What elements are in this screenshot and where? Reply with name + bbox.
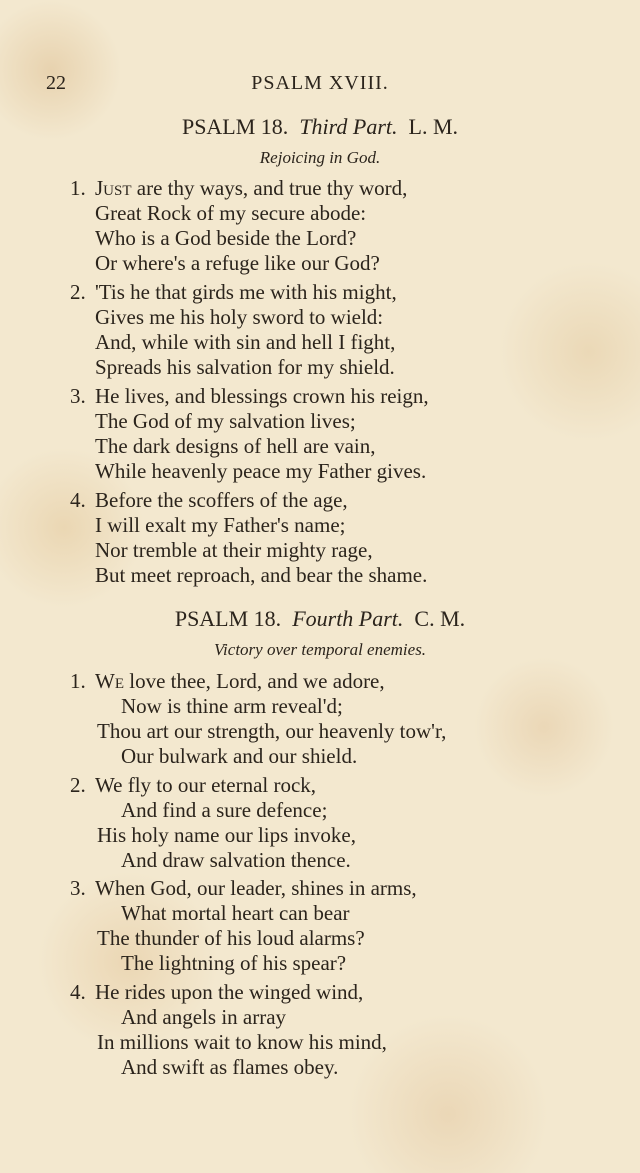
verse-line: I will exalt my Father's name; bbox=[95, 513, 346, 537]
verse-line: We fly to our eternal rock, bbox=[95, 773, 317, 797]
verse-line: His holy name our lips invoke, bbox=[97, 823, 356, 847]
verse-line-text: love thee, Lord, and we adore, bbox=[123, 669, 385, 693]
verse-line: What mortal heart can bear bbox=[121, 901, 350, 925]
verse-number: 2. bbox=[70, 280, 86, 304]
verse-line: The God of my salvation lives; bbox=[95, 409, 356, 433]
verse-line: But meet reproach, and bear the shame. bbox=[95, 563, 428, 587]
verse-line bbox=[95, 669, 385, 694]
verse-first-word: Just bbox=[95, 176, 132, 200]
verse-line: While heavenly peace my Father gives. bbox=[95, 459, 427, 483]
verse-number: 2. bbox=[70, 773, 86, 797]
verse-line bbox=[95, 176, 407, 201]
page-header bbox=[46, 72, 594, 98]
verse-line: The thunder of his loud alarms? bbox=[97, 926, 365, 950]
psalm-heading bbox=[0, 114, 640, 140]
psalm-subtitle: Victory over temporal enemies. bbox=[213, 640, 427, 659]
running-head: PSALM XVIII. bbox=[251, 72, 389, 94]
page-number: 22 bbox=[46, 72, 66, 94]
verse-line: When God, our leader, shines in arms, bbox=[95, 876, 417, 900]
verse-line: Or where's a refuge like our God? bbox=[95, 251, 380, 275]
verse-line: Now is thine arm reveal'd; bbox=[121, 694, 343, 718]
psalm-meter: L. M. bbox=[408, 114, 459, 139]
verse-number: 3. bbox=[70, 384, 86, 408]
verse-first-word: We bbox=[95, 669, 124, 693]
verse-number: 1. bbox=[70, 669, 86, 693]
verse-line: The dark designs of hell are vain, bbox=[95, 434, 376, 458]
psalm-meter: C. M. bbox=[414, 606, 466, 631]
verse-line: Great Rock of my secure abode: bbox=[95, 201, 367, 225]
verse-line: He rides upon the winged wind, bbox=[95, 980, 364, 1004]
verse-number: 1. bbox=[70, 176, 86, 200]
verse-line: He lives, and blessings crown his reign, bbox=[95, 384, 429, 408]
psalm-title: PSALM 18. bbox=[174, 606, 282, 631]
verse-line: Before the scoffers of the age, bbox=[95, 488, 348, 512]
verse-line: And, while with sin and hell I fight, bbox=[95, 330, 396, 354]
psalm-heading bbox=[0, 606, 640, 632]
verse-line: And swift as flames obey. bbox=[121, 1055, 339, 1079]
verse-line-text: are thy ways, and true thy word, bbox=[131, 176, 408, 200]
psalm-title: PSALM 18. bbox=[181, 114, 289, 139]
verse-line: Nor tremble at their mighty rage, bbox=[95, 538, 373, 562]
verse-number: 4. bbox=[70, 488, 86, 512]
verse-line: Our bulwark and our shield. bbox=[121, 744, 358, 768]
verse-line: Spreads his salvation for my shield. bbox=[95, 355, 395, 379]
verse-line: 'Tis he that girds me with his might, bbox=[95, 280, 397, 304]
verse-line: Gives me his holy sword to wield: bbox=[95, 305, 384, 329]
verse-number: 4. bbox=[70, 980, 86, 1004]
verse-line: The lightning of his spear? bbox=[121, 951, 347, 975]
verse-line: And find a sure defence; bbox=[121, 798, 328, 822]
psalm-subtitle: Rejoicing in God. bbox=[259, 148, 381, 167]
verse-line: In millions wait to know his mind, bbox=[97, 1030, 387, 1054]
verse-line: And draw salvation thence. bbox=[121, 848, 351, 872]
verse-line: Thou art our strength, our heavenly tow'r, bbox=[97, 719, 447, 743]
psalm-part: Third Part. bbox=[299, 114, 398, 139]
verse-line: And angels in array bbox=[121, 1005, 287, 1029]
verse-number: 3. bbox=[70, 876, 86, 900]
verse-line: Who is a God beside the Lord? bbox=[95, 226, 357, 250]
psalm-part: Fourth Part. bbox=[292, 606, 404, 631]
